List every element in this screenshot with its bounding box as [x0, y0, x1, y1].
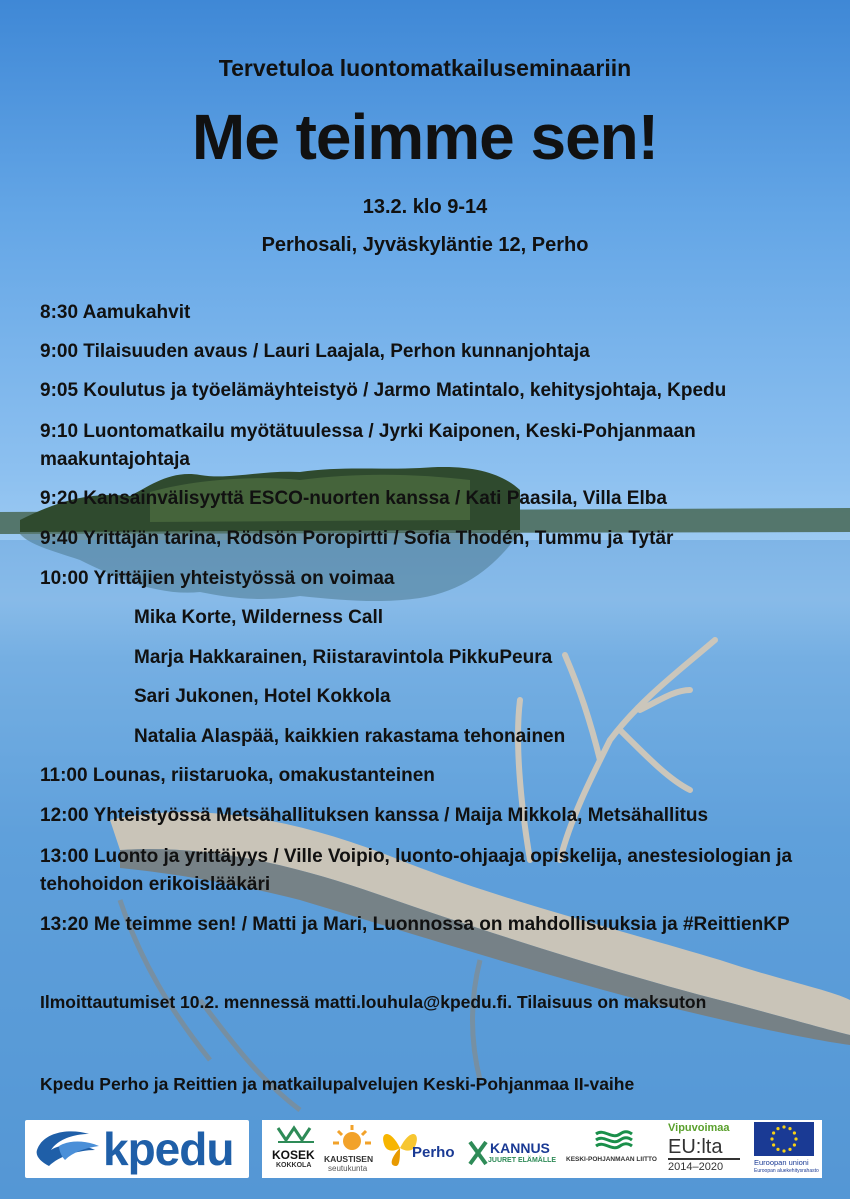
program-item: 11:00 Lounas, riistaruoka, omakustanteinen — [40, 765, 435, 786]
kannus-icon — [468, 1140, 488, 1166]
liitto-wave-icon — [594, 1126, 634, 1150]
kosek-logo-text: KOSEK — [272, 1148, 315, 1162]
liitto-logo-text: KESKI-POHJANMAAN LIITTO — [566, 1156, 657, 1163]
program-subitem: Natalia Alaspää, kaikkien rakastama tehonainen — [134, 726, 566, 747]
program-item: 10:00 Yrittäjien yhteistyössä on voimaa — [40, 568, 395, 589]
program-item: 9:05 Koulutus ja työelämäyhteistyö / Jarmo Matintalo, kehitysjohtaja, Kpedu — [40, 380, 727, 401]
event-place: Perhosali, Jyväskyläntie 12, Perho — [261, 234, 589, 256]
welcome-heading: Tervetuloa luontomatkailuseminaariin — [218, 55, 632, 81]
program-item: 9:10 Luontomatkailu myötätuulessa / Jyrki Kaiponen, Keski-Pohjanmaan — [40, 421, 696, 442]
perho-logo-text: Perho — [412, 1144, 455, 1161]
program-item: 13:00 Luonto ja yrittäjyys / Ville Voipio, luonto-ohjaaja opiskelija, anestesiologian ja — [40, 846, 793, 867]
eu-flag-icon — [754, 1122, 814, 1156]
program-item: 9:20 Kansainvälisyyttä ESCO-nuorten kanssa / Kati Paasila, Villa Elba — [40, 488, 667, 509]
program-subitem: Sari Jukonen, Hotel Kokkola — [134, 686, 391, 707]
partner-logos — [262, 1120, 822, 1178]
program-item: 8:30 Aamukahvit — [40, 302, 191, 323]
eu-lta-text: EU:lta — [668, 1136, 723, 1158]
divider — [668, 1158, 740, 1160]
program-subitem: Marja Hakkarainen, Riistaravintola PikkuPeura — [134, 647, 553, 668]
program-item-continued: tehohoidon erikoislääkäri — [40, 874, 271, 895]
registration-note: Ilmoittautumiset 10.2. mennessä matti.louhula@kpedu.fi. Tilaisuus on maksuton — [40, 992, 707, 1012]
years-text: 2014–2020 — [668, 1161, 724, 1173]
program-item: 12:00 Yhteistyössä Metsähallituksen kanssa / Maija Mikkola, Metsähallitus — [40, 805, 709, 826]
program-item: 9:00 Tilaisuuden avaus / Lauri Laajala, Perhon kunnanjohtaja — [40, 341, 590, 362]
kosek-icon — [276, 1124, 316, 1146]
kpedu-logo-text: kpedu — [103, 1123, 234, 1175]
program-subitem: Mika Korte, Wilderness Call — [134, 607, 384, 628]
program-item: 9:40 Yrittäjän tarina, Rödsön Poropirtti / Sofia Thodén, Tummu ja Tytär — [40, 528, 674, 549]
eu-logo-text: Euroopan unioni — [754, 1158, 809, 1167]
event-date: 13.2. klo 9-14 — [362, 196, 488, 218]
kpedu-logo — [25, 1120, 249, 1178]
program-item: 13:20 Me teimme sen! / Matti ja Mari, Luonnossa on mahdollisuuksia ja #ReittienKP — [40, 914, 790, 935]
kannus-logo-text: KANNUS — [490, 1140, 550, 1156]
kaustisen-sun-icon — [330, 1123, 374, 1153]
eu-logo-subtext: Euroopan aluekehitysrahasto — [754, 1168, 819, 1174]
kpedu-swoosh-icon — [29, 1120, 109, 1178]
kaustisen-logo-text: KAUSTISEN — [324, 1154, 374, 1164]
kosek-logo-subtext: KOKKOLA — [276, 1162, 312, 1169]
kannus-logo-subtext: JUURET ELÄMÄLLE — [488, 1157, 557, 1164]
page-title: Me teimme sen! — [191, 101, 659, 173]
kaustisen-logo-subtext: seutukunta — [328, 1164, 368, 1173]
vipuvoimaa-text: Vipuvoimaa — [668, 1122, 730, 1134]
program-item-continued: maakuntajohtaja — [40, 449, 190, 470]
organizers-note: Kpedu Perho ja Reittien ja matkailupalvelujen Keski-Pohjanmaa II-vaihe — [40, 1074, 635, 1094]
